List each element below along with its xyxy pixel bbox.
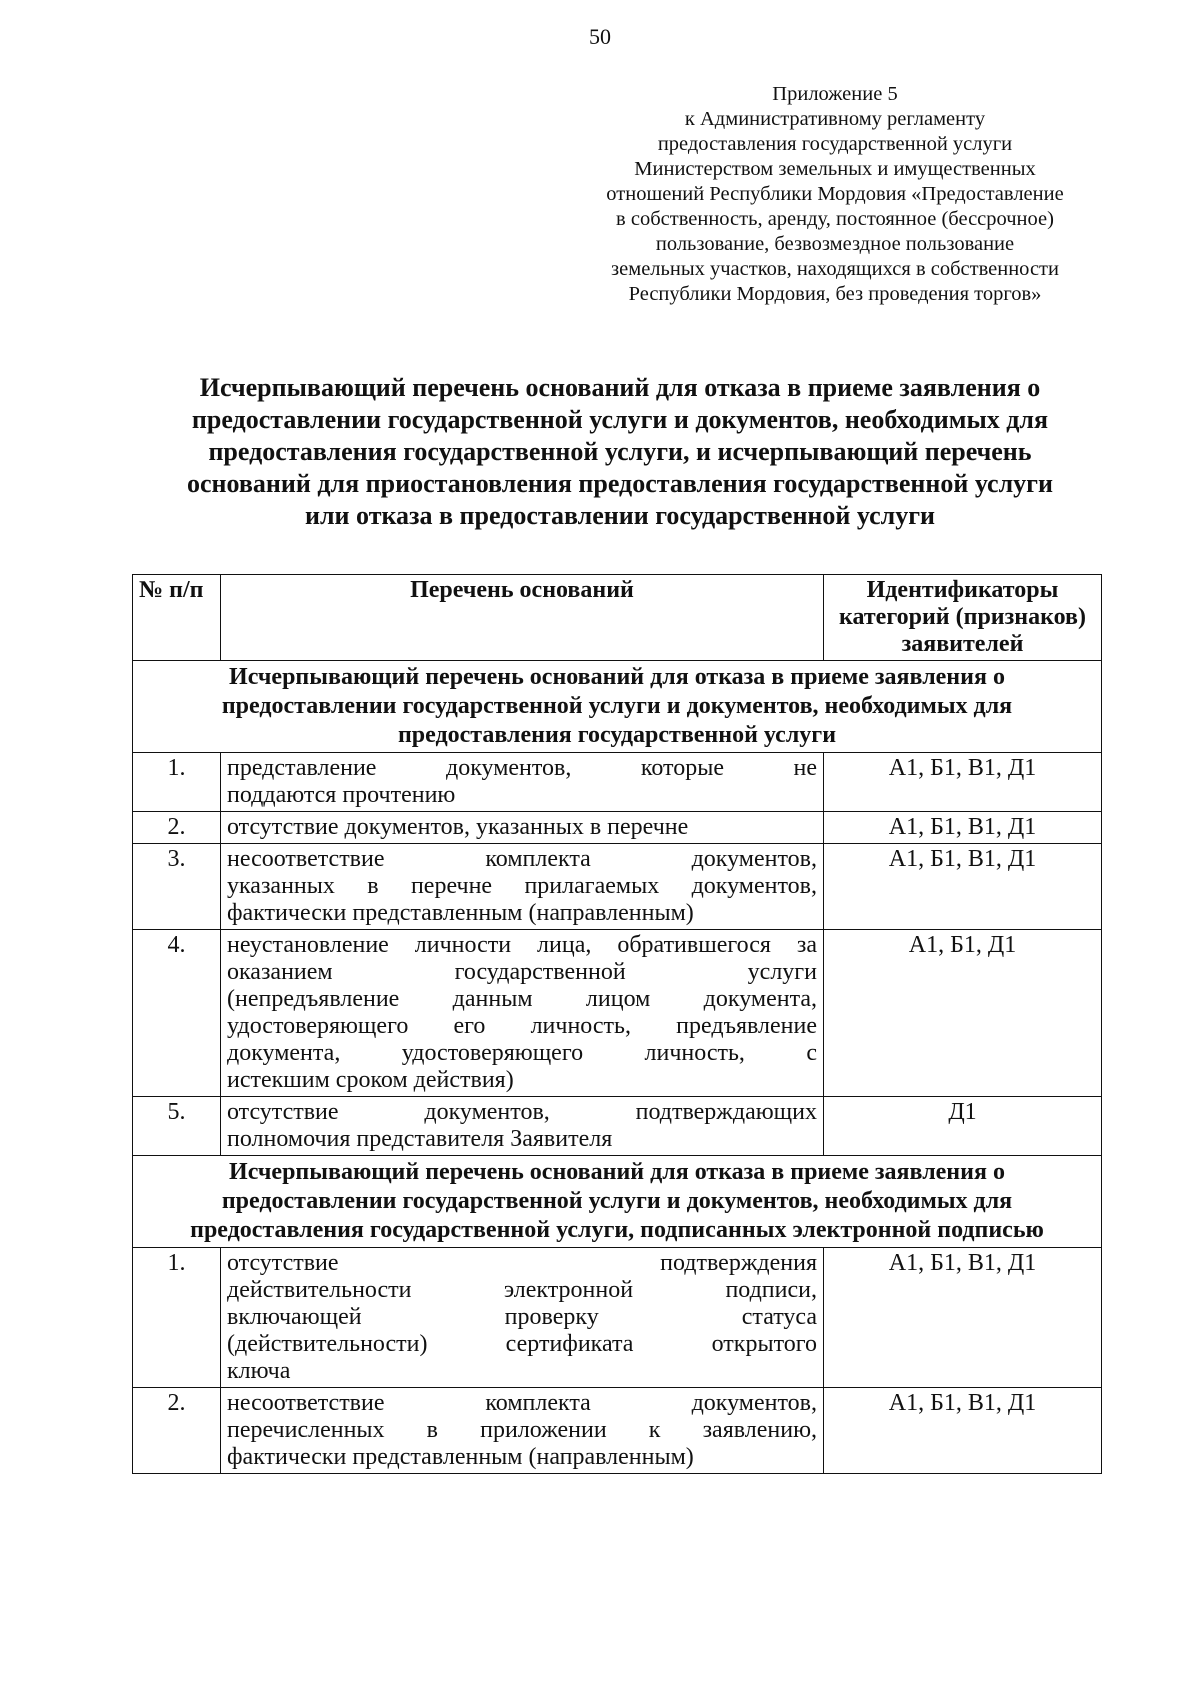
- row-ids: А1, Б1, В1, Д1: [824, 753, 1102, 812]
- desc-line: отсутствие подтверждения: [227, 1250, 817, 1276]
- row-num: 3.: [133, 844, 221, 930]
- desc-line: фактически представленным (направленным): [227, 1444, 694, 1470]
- appendix-line: в собственность, аренду, постоянное (бессрочное): [616, 208, 1054, 230]
- table-row: [133, 812, 1102, 844]
- desc-line: включающей проверку статуса: [227, 1304, 817, 1330]
- table-row: [133, 1388, 1102, 1474]
- appendix-line: Приложение 5: [772, 83, 898, 105]
- section-title-row: [133, 661, 1102, 753]
- table-row: [133, 930, 1102, 1097]
- section-title: [133, 661, 1102, 753]
- row-ids: Д1: [824, 1097, 1102, 1156]
- row-num: 4.: [133, 930, 221, 1097]
- table-header-row: [133, 575, 1102, 661]
- desc-line: перечисленных в приложении к заявлению,: [227, 1417, 817, 1443]
- table-row: [133, 844, 1102, 930]
- row-num: 1.: [133, 753, 221, 812]
- desc-line: несоответствие комплекта документов,: [227, 1390, 817, 1416]
- row-num: 2.: [133, 812, 221, 844]
- section-title: [133, 1156, 1102, 1248]
- desc-line: (непредъявление данным лицом документа,: [227, 986, 817, 1012]
- table-row: [133, 753, 1102, 812]
- header-desc: Перечень оснований: [221, 575, 824, 661]
- section-title-line: Исчерпывающий перечень оснований для отказа в приеме заявления о: [229, 664, 1005, 690]
- desc-line: оказанием государственной услуги: [227, 959, 817, 985]
- title-line: Исчерпывающий перечень оснований для отказа в приеме заявления о: [199, 373, 1041, 402]
- desc-line: (действительности) сертификата открытого: [227, 1331, 817, 1357]
- row-desc: [221, 1248, 824, 1388]
- desc-line: действительности электронной подписи,: [227, 1277, 817, 1303]
- header-num: № п/п: [133, 575, 221, 661]
- table-row: [133, 1097, 1102, 1156]
- desc-line: отсутствие документов, указанных в перечне: [227, 814, 689, 840]
- desc-line: истекшим сроком действия): [227, 1067, 514, 1093]
- row-desc: [221, 844, 824, 930]
- header-ids-line: категорий (признаков): [839, 604, 1086, 630]
- appendix-line: отношений Республики Мордовия «Предоставление: [606, 183, 1064, 205]
- desc-line: несоответствие комплекта документов,: [227, 846, 817, 872]
- desc-line: поддаются прочтению: [227, 782, 456, 808]
- title-line: предоставления государственной услуги, и исчерпывающий перечень: [208, 437, 1032, 466]
- section-title-line: предоставлении государственной услуги и документов, необходимых для: [221, 1188, 1013, 1214]
- desc-line: неустановление личности лица, обратившегося за: [227, 932, 817, 958]
- appendix-line: предоставления государственной услуги: [657, 133, 1013, 155]
- row-ids: А1, Б1, В1, Д1: [824, 844, 1102, 930]
- section-title-row: [133, 1156, 1102, 1248]
- title-line: или отказа в предоставлении государственной услуги: [304, 501, 936, 530]
- page-number: 50: [589, 24, 611, 49]
- row-num: 2.: [133, 1388, 221, 1474]
- row-ids: А1, Б1, В1, Д1: [824, 812, 1102, 844]
- row-desc: [221, 1388, 824, 1474]
- appendix-line: пользование, безвозмездное пользование: [655, 233, 1015, 255]
- title-line: оснований для приостановления предоставления государственной услуги: [187, 469, 1053, 498]
- header-ids-line: Идентификаторы: [866, 577, 1059, 603]
- table-row: [133, 1248, 1102, 1388]
- reasons-table: [132, 574, 1102, 1474]
- section-title-line: предоставления государственной услуги, подписанных электронной подписью: [190, 1217, 1044, 1243]
- desc-line: фактически представленным (направленным): [227, 900, 694, 926]
- row-num: 1.: [133, 1248, 221, 1388]
- appendix-line: Министерством земельных и имущественных: [634, 158, 1036, 180]
- row-num: 5.: [133, 1097, 221, 1156]
- desc-line: указанных в перечне прилагаемых документов,: [227, 873, 817, 899]
- row-desc: [221, 753, 824, 812]
- appendix-line: Республики Мордовия, без проведения торгов»: [628, 283, 1042, 305]
- section-title-line: предоставления государственной услуги: [397, 722, 837, 748]
- desc-line: представление документов, которые не: [227, 755, 817, 781]
- row-ids: А1, Б1, В1, Д1: [824, 1388, 1102, 1474]
- section-title-line: предоставлении государственной услуги и документов, необходимых для: [221, 693, 1013, 719]
- row-ids: А1, Б1, Д1: [824, 930, 1102, 1097]
- row-desc: [221, 930, 824, 1097]
- desc-line: ключа: [227, 1358, 291, 1384]
- desc-line: документа, удостоверяющего личность, с: [227, 1040, 817, 1066]
- header-ids: [824, 575, 1102, 661]
- row-desc: [221, 812, 824, 844]
- section-title-line: Исчерпывающий перечень оснований для отказа в приеме заявления о: [229, 1159, 1005, 1185]
- document-title: [120, 372, 1120, 532]
- row-desc: [221, 1097, 824, 1156]
- appendix-note: [555, 82, 1115, 307]
- desc-line: полномочия представителя Заявителя: [227, 1126, 613, 1152]
- title-line: предоставлении государственной услуги и документов, необходимых для: [191, 405, 1049, 434]
- appendix-line: к Административному регламенту: [684, 108, 986, 130]
- appendix-line: земельных участков, находящихся в собственности: [611, 258, 1059, 280]
- row-ids: А1, Б1, В1, Д1: [824, 1248, 1102, 1388]
- desc-line: удостоверяющего его личность, предъявление: [227, 1013, 817, 1039]
- header-ids-line: заявителей: [901, 631, 1024, 657]
- desc-line: отсутствие документов, подтверждающих: [227, 1099, 817, 1125]
